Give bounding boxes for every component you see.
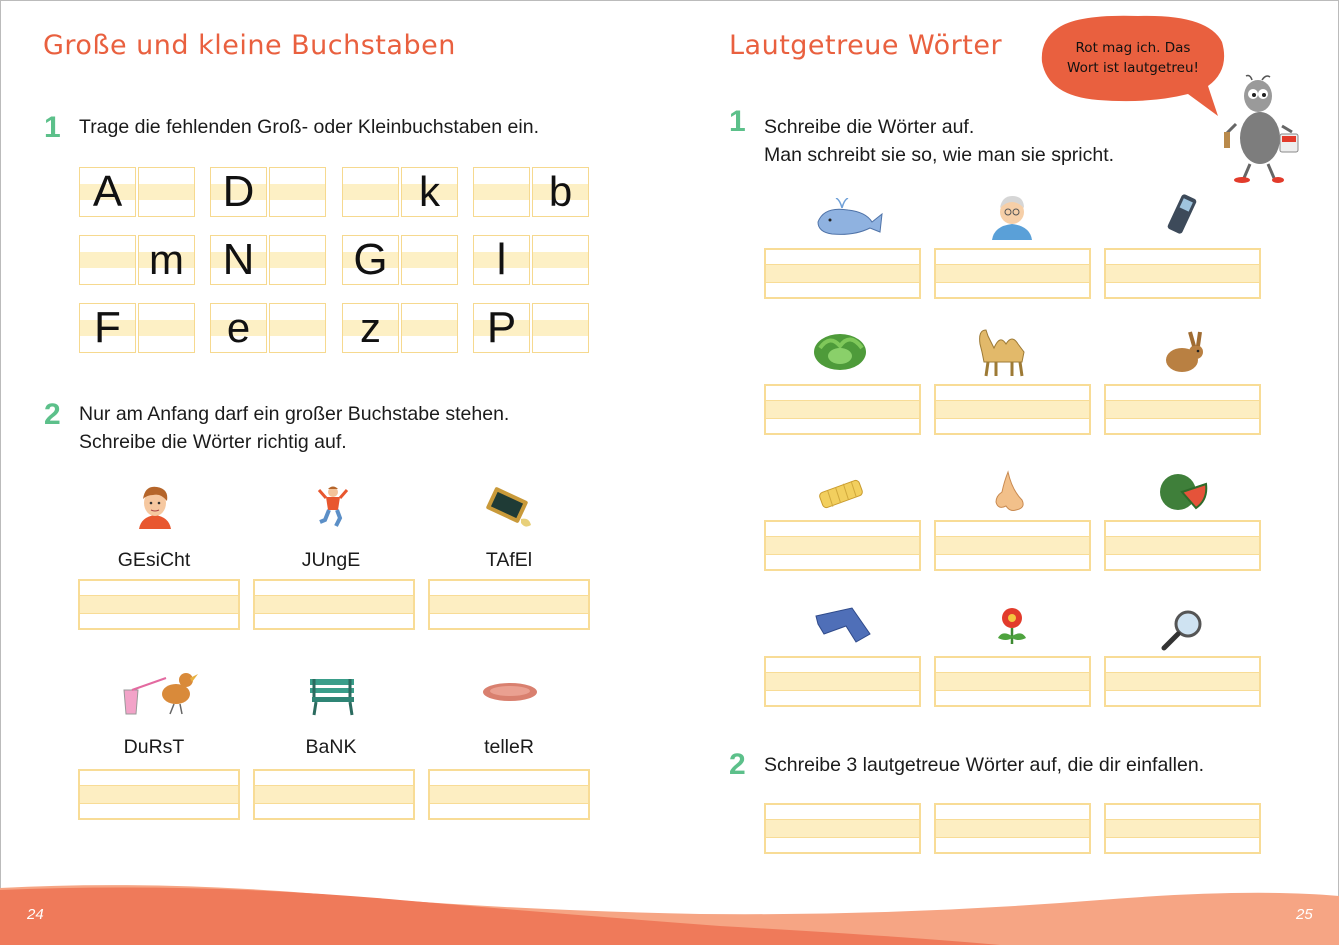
word-to-correct: BaNK bbox=[305, 736, 357, 758]
letter-given: k bbox=[419, 168, 440, 215]
ant-mascot-icon bbox=[1222, 74, 1302, 186]
page-number-left: 24 bbox=[27, 906, 44, 923]
instruction-line-2: Schreibe die Wörter richtig auf. bbox=[79, 431, 347, 453]
word-to-correct: TAfEl bbox=[485, 549, 533, 571]
letter-given: b bbox=[548, 168, 573, 215]
task-1-instruction-right bbox=[764, 113, 1114, 169]
letter-box[interactable] bbox=[210, 235, 326, 285]
right-page-title: Lautgetreue Wörter bbox=[729, 30, 1003, 61]
task-number-2-right: 2 bbox=[729, 748, 746, 781]
writing-line[interactable] bbox=[78, 769, 240, 820]
bubble-line-1: Rot mag ich. Das bbox=[1075, 40, 1191, 56]
writing-line[interactable] bbox=[934, 248, 1091, 299]
instruction-text: Schreibe 3 lautgetreue Wörter auf, die dir einfallen. bbox=[764, 754, 1205, 776]
instruction-text: Trage die fehlenden Groß- oder Kleinbuchstaben ein. bbox=[79, 116, 539, 138]
letter-given: G bbox=[353, 235, 388, 284]
writing-line[interactable] bbox=[253, 579, 415, 630]
task-2-instruction-left bbox=[79, 400, 509, 456]
word-to-correct: telleR bbox=[484, 736, 534, 758]
writing-line[interactable] bbox=[764, 384, 921, 435]
writing-line[interactable] bbox=[1104, 248, 1261, 299]
writing-line[interactable] bbox=[934, 520, 1091, 571]
rabbit-icon bbox=[1160, 330, 1208, 376]
letter-given: N bbox=[222, 235, 255, 284]
grandma-icon bbox=[990, 192, 1034, 240]
word-to-correct: JUngE bbox=[301, 549, 361, 571]
task-number-2-left: 2 bbox=[44, 398, 61, 431]
melon-icon bbox=[1156, 470, 1208, 514]
jumping-boy-icon bbox=[316, 484, 350, 530]
instruction-line-2: Man schreibt sie so, wie man sie spricht. bbox=[764, 144, 1115, 166]
letter-given: D bbox=[222, 167, 255, 216]
phone-icon bbox=[1164, 191, 1204, 239]
instruction-line-1: Schreibe die Wörter auf. bbox=[764, 116, 975, 138]
whale-icon bbox=[814, 198, 884, 238]
task-number-1-left: 1 bbox=[44, 111, 61, 144]
word-to-correct: GEsiCht bbox=[117, 549, 191, 571]
writing-line[interactable] bbox=[1104, 520, 1261, 571]
writing-line[interactable] bbox=[428, 769, 590, 820]
writing-line[interactable] bbox=[764, 248, 921, 299]
flower-icon bbox=[992, 604, 1032, 646]
letter-given: z bbox=[360, 304, 381, 351]
letter-given: m bbox=[149, 236, 184, 283]
letter-box[interactable] bbox=[210, 303, 326, 353]
speech-bubble-text bbox=[1058, 38, 1208, 78]
task-number-1-right: 1 bbox=[729, 105, 746, 138]
writing-line[interactable] bbox=[764, 803, 921, 854]
letter-box[interactable] bbox=[210, 167, 326, 217]
writing-line[interactable] bbox=[1104, 656, 1261, 707]
bench-icon bbox=[306, 675, 358, 717]
left-page-title: Große und kleine Buchstaben bbox=[43, 30, 456, 61]
word-to-correct: DuRsT bbox=[123, 736, 185, 758]
page-number-right: 25 bbox=[1296, 906, 1313, 923]
footer-wave bbox=[0, 880, 1339, 945]
letter-box[interactable] bbox=[342, 235, 458, 285]
writing-line[interactable] bbox=[764, 520, 921, 571]
plate-icon bbox=[481, 680, 539, 706]
writing-line[interactable] bbox=[253, 769, 415, 820]
letter-given: F bbox=[94, 303, 121, 352]
letter-given: e bbox=[226, 304, 251, 351]
letter-box[interactable] bbox=[79, 303, 195, 353]
lettuce-icon bbox=[810, 326, 870, 372]
boy-face-icon bbox=[135, 483, 175, 529]
writing-line[interactable] bbox=[934, 803, 1091, 854]
writing-line[interactable] bbox=[764, 656, 921, 707]
letter-given: P bbox=[486, 303, 517, 352]
bird-drinking-icon bbox=[120, 668, 200, 718]
letter-box[interactable] bbox=[342, 167, 458, 217]
writing-line[interactable] bbox=[934, 656, 1091, 707]
jeans-icon bbox=[812, 604, 872, 646]
letter-box[interactable] bbox=[79, 235, 195, 285]
writing-line[interactable] bbox=[78, 579, 240, 630]
letter-box[interactable] bbox=[473, 167, 589, 217]
magnifier-icon bbox=[1160, 608, 1206, 652]
writing-line[interactable] bbox=[934, 384, 1091, 435]
letter-box[interactable] bbox=[473, 235, 589, 285]
bubble-line-2: Wort ist lautgetreu! bbox=[1067, 60, 1199, 76]
task-1-instruction-left bbox=[79, 113, 539, 141]
writing-line[interactable] bbox=[1104, 803, 1261, 854]
slate-tablet-icon bbox=[483, 487, 535, 529]
writing-line[interactable] bbox=[1104, 384, 1261, 435]
task-2-instruction-right bbox=[764, 751, 1204, 779]
letter-box[interactable] bbox=[79, 167, 195, 217]
nose-icon bbox=[990, 470, 1030, 514]
letter-given: l bbox=[496, 235, 507, 284]
camel-icon bbox=[970, 322, 1036, 378]
pasta-icon bbox=[814, 476, 868, 512]
letter-given: A bbox=[92, 167, 123, 216]
writing-line[interactable] bbox=[428, 579, 590, 630]
letter-box[interactable] bbox=[342, 303, 458, 353]
letter-box[interactable] bbox=[473, 303, 589, 353]
instruction-line-1: Nur am Anfang darf ein großer Buchstabe stehen. bbox=[79, 403, 510, 425]
